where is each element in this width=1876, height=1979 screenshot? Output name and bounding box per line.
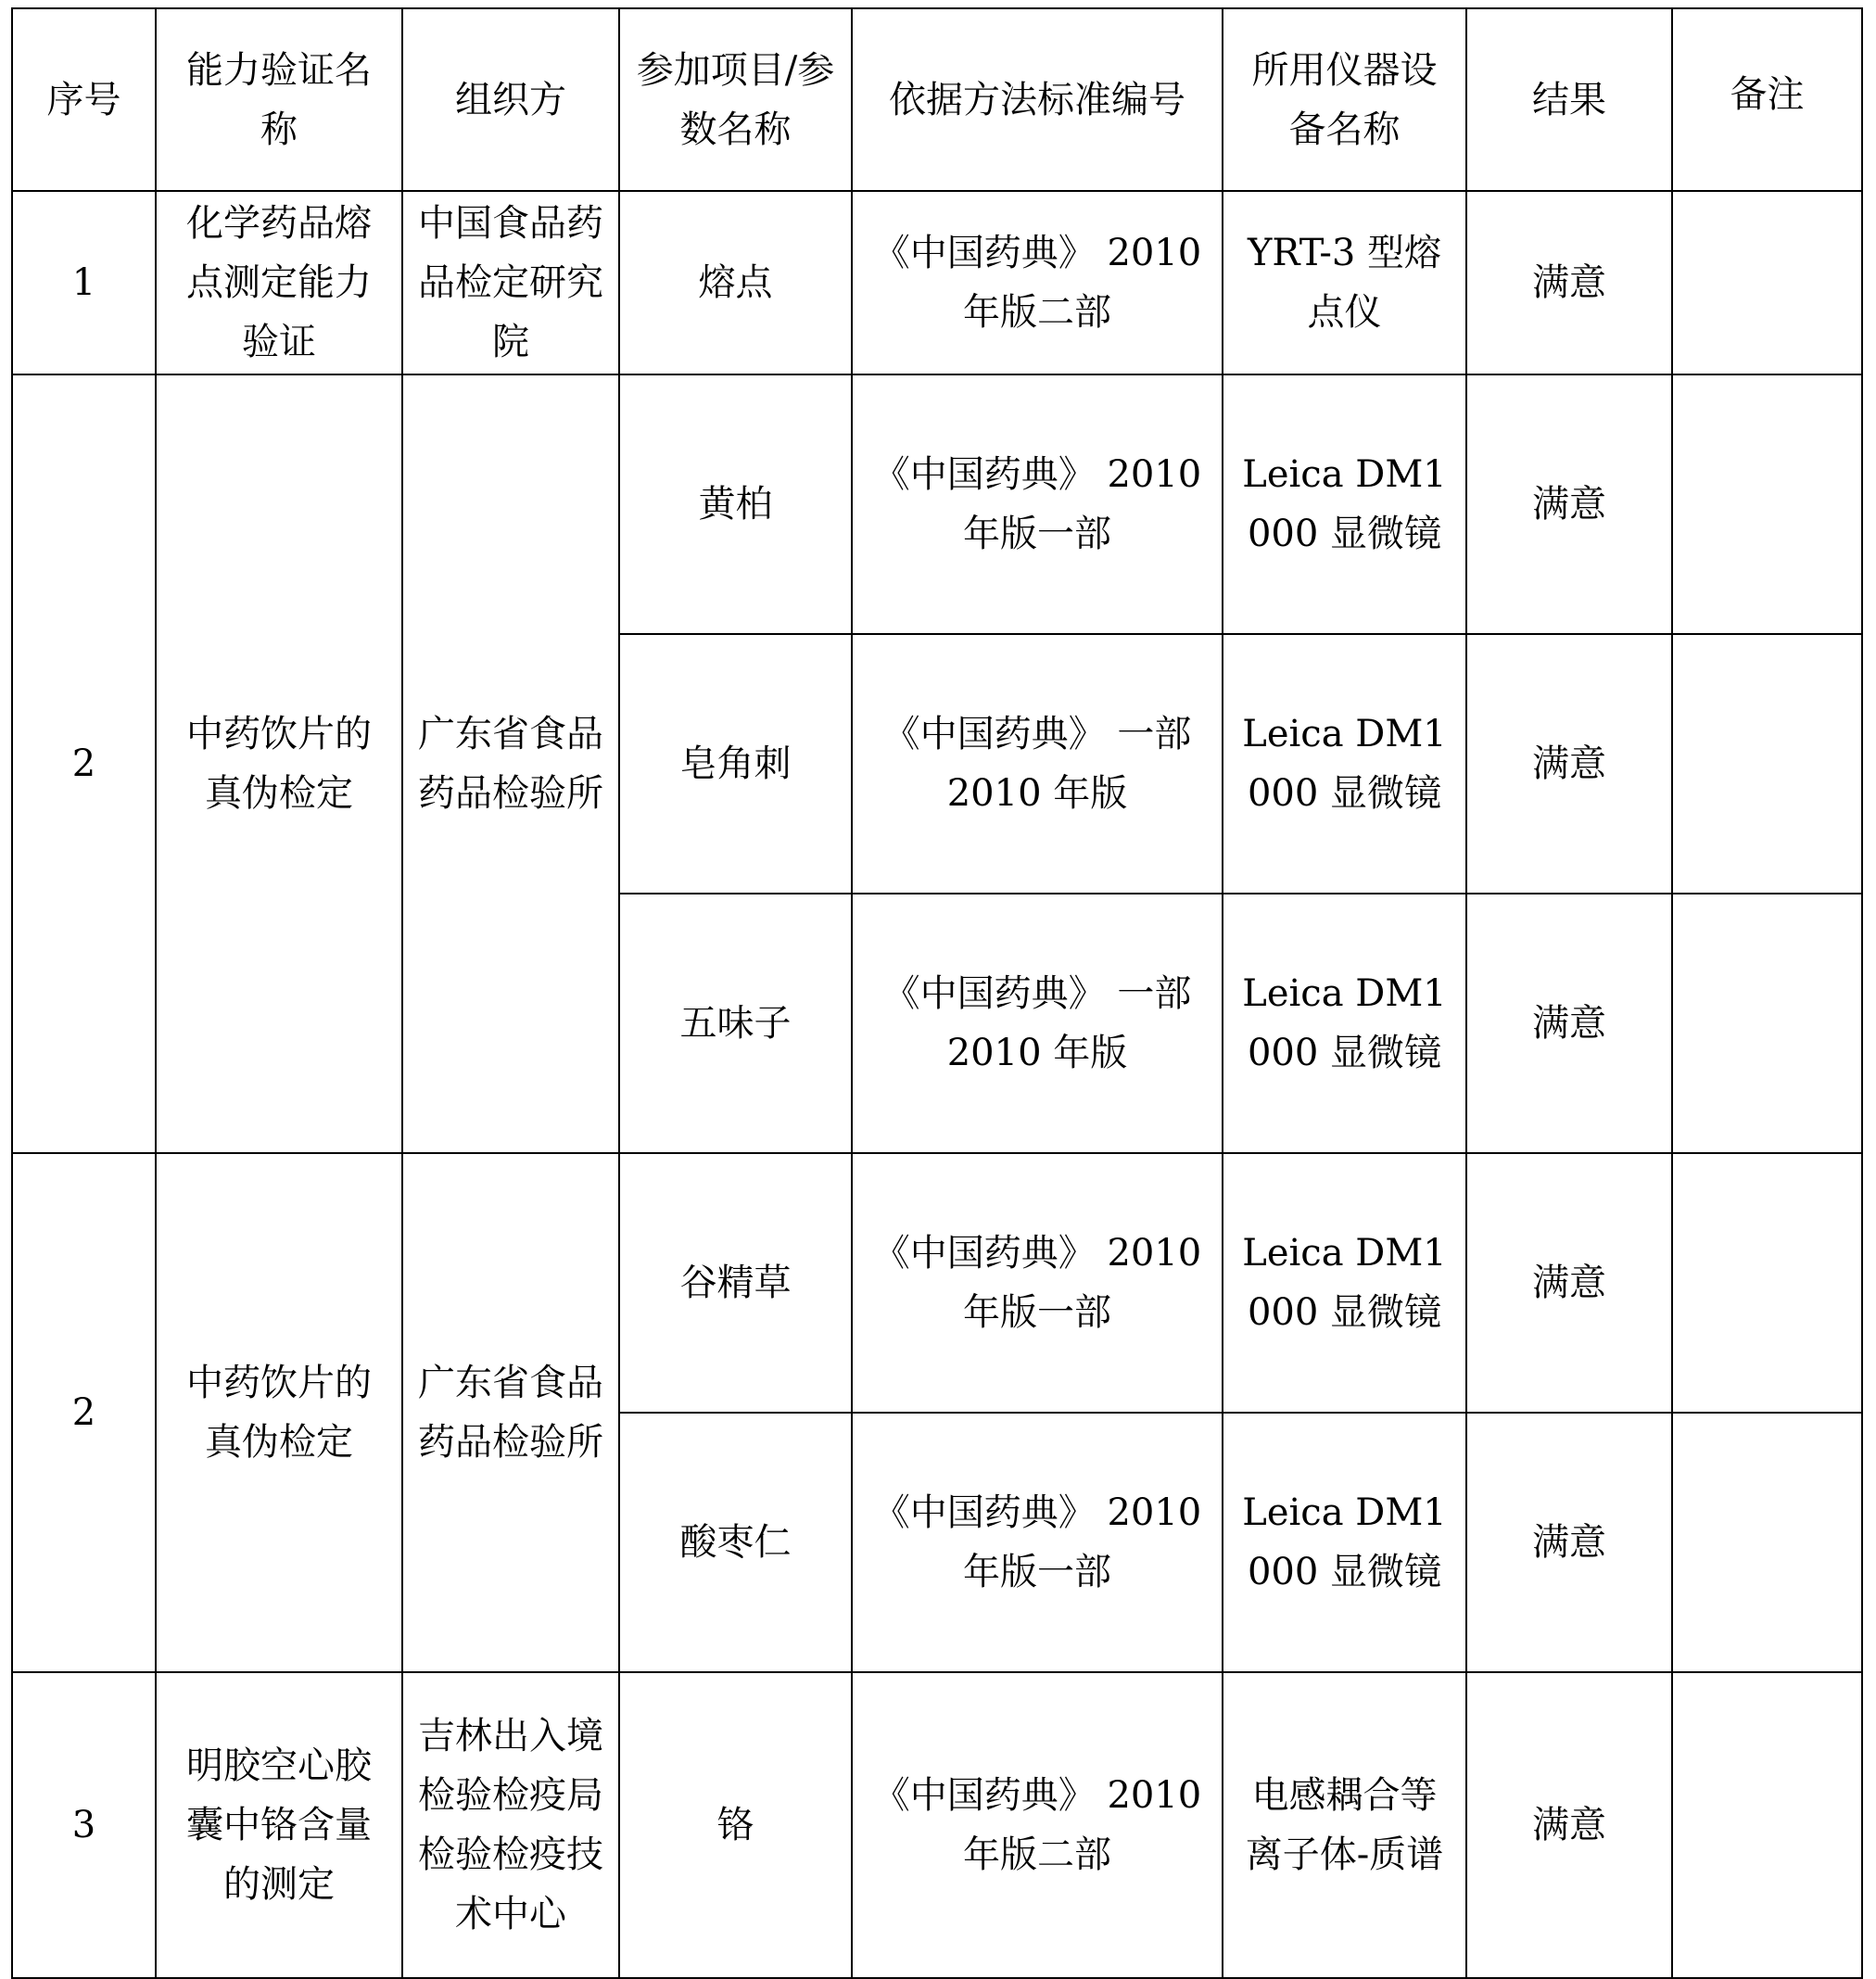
result: 满意 (1466, 374, 1672, 634)
method-standard: 《中国药典》 2010 年版一部 (852, 1153, 1223, 1413)
test-name: 明胶空心胶囊中铬含量的测定 (156, 1672, 402, 1978)
instrument-name: Leica DM1000 显微镜 (1223, 634, 1466, 894)
organizer: 吉林出入境检验检疫局检验检疫技术中心 (402, 1672, 619, 1978)
remark (1672, 634, 1862, 894)
organizer: 中国食品药品检定研究院 (402, 191, 619, 374)
header-cell: 备注 (1672, 8, 1862, 191)
method-standard: 《中国药典》 2010 年版一部 (852, 374, 1223, 634)
organizer: 广东省食品药品检验所 (402, 374, 619, 1153)
header-cell: 能力验证名称 (156, 8, 402, 191)
organizer: 广东省食品药品检验所 (402, 1153, 619, 1672)
result: 满意 (1466, 1413, 1672, 1672)
method-standard: 《中国药典》 一部 2010 年版 (852, 634, 1223, 894)
test-item: 黄柏 (619, 374, 852, 634)
proficiency-test-table (11, 7, 1863, 1979)
document-page (11, 7, 1861, 1979)
header-cell: 参加项目/参数名称 (619, 8, 852, 191)
header-cell: 组织方 (402, 8, 619, 191)
test-item: 皂角刺 (619, 634, 852, 894)
method-standard: 《中国药典》 一部 2010 年版 (852, 894, 1223, 1153)
table-row (12, 1153, 1862, 1413)
table-row (12, 374, 1862, 634)
header-cell: 依据方法标准编号 (852, 8, 1223, 191)
result: 满意 (1466, 1672, 1672, 1978)
test-item: 谷精草 (619, 1153, 852, 1413)
header-cell: 序号 (12, 8, 156, 191)
remark (1672, 374, 1862, 634)
method-standard: 《中国药典》 2010 年版二部 (852, 1672, 1223, 1978)
row-number: 3 (12, 1672, 156, 1978)
result: 满意 (1466, 191, 1672, 374)
test-name: 化学药品熔点测定能力验证 (156, 191, 402, 374)
instrument-name: Leica DM1000 显微镜 (1223, 1153, 1466, 1413)
row-number: 1 (12, 191, 156, 374)
test-item: 酸枣仁 (619, 1413, 852, 1672)
table-row (12, 1672, 1862, 1978)
instrument-name: YRT-3 型熔点仪 (1223, 191, 1466, 374)
test-item: 铬 (619, 1672, 852, 1978)
remark (1672, 1153, 1862, 1413)
header-cell: 结果 (1466, 8, 1672, 191)
method-standard: 《中国药典》 2010 年版二部 (852, 191, 1223, 374)
remark (1672, 191, 1862, 374)
method-standard: 《中国药典》 2010 年版一部 (852, 1413, 1223, 1672)
header-cell: 所用仪器设备名称 (1223, 8, 1466, 191)
remark (1672, 894, 1862, 1153)
test-item: 五味子 (619, 894, 852, 1153)
result: 满意 (1466, 894, 1672, 1153)
instrument-name: Leica DM1000 显微镜 (1223, 1413, 1466, 1672)
remark (1672, 1672, 1862, 1978)
table-header-row (12, 8, 1862, 191)
test-name: 中药饮片的真伪检定 (156, 1153, 402, 1672)
instrument-name: 电感耦合等离子体-质谱 (1223, 1672, 1466, 1978)
remark (1672, 1413, 1862, 1672)
row-number: 2 (12, 1153, 156, 1672)
instrument-name: Leica DM1000 显微镜 (1223, 894, 1466, 1153)
instrument-name: Leica DM1000 显微镜 (1223, 374, 1466, 634)
test-name: 中药饮片的真伪检定 (156, 374, 402, 1153)
test-item: 熔点 (619, 191, 852, 374)
result: 满意 (1466, 634, 1672, 894)
table-row (12, 191, 1862, 374)
result: 满意 (1466, 1153, 1672, 1413)
row-number: 2 (12, 374, 156, 1153)
